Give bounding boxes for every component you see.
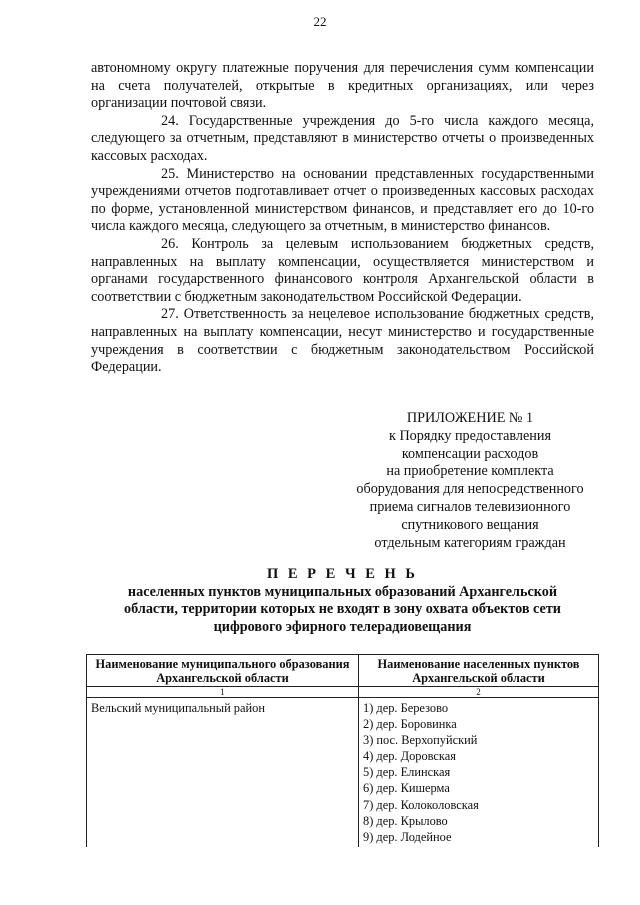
list-item: 4) дер. Доровская — [363, 749, 456, 764]
list-item: 3) пос. Верхопуйский — [363, 733, 478, 748]
list-subtitle-line: области, территории которых не входят в зону охвата объектов сети — [124, 601, 561, 617]
list-item: 7) дер. Колоколовская — [363, 797, 479, 812]
list-subtitle-line: населенных пунктов муниципальных образований Архангельской — [127, 583, 558, 600]
appendix-line: ПРИЛОЖЕНИЕ № 1 — [406, 410, 534, 426]
column-number-row — [87, 687, 599, 698]
list-item: 9) дер. Лодейное — [363, 829, 452, 844]
list-item: 6) дер. Кишерма — [363, 781, 450, 796]
paragraph-27: 27. Ответственность за нецелевое использование бюджетных средств, направленных на выплату компенсации, несут министерство и государственные учреждения в соответствии с бюджетным законодательством Российской Федерации. — [91, 306, 594, 376]
table-header-row — [87, 655, 599, 687]
settlements-table — [86, 654, 599, 847]
settlements-cell — [359, 698, 599, 847]
paragraph-24: 24. Государственные учреждения до 5-го числа каждого месяца, следующего за отчетным, представляют в министерство отчеты о произведенных кассовых расходах. — [91, 112, 594, 164]
appendix-line: приема сигналов телевизионного — [369, 498, 571, 515]
column-number: 2 — [359, 687, 599, 698]
paragraph-continuation: автономному округу платежные поручения для перечисления сумм компенсации на счета получателей, открытые в кредитных организациях, или через организации почтовой связи. — [91, 60, 594, 112]
municipality-cell: Вельский муниципальный район — [87, 698, 359, 847]
list-item: 8) дер. Крылово — [363, 813, 448, 828]
body-text — [91, 60, 594, 377]
list-item: 5) дер. Елинская — [363, 765, 451, 780]
appendix-line: спутникового вещания — [401, 516, 539, 533]
column-header-municipality: Наименование муниципального образования Архангельской области — [87, 655, 359, 687]
list-item: 2) дер. Боровинка — [363, 717, 457, 732]
appendix-line: оборудования для непосредственного — [356, 481, 584, 498]
appendix-caption — [345, 410, 595, 552]
list-heading: П Е Р Е Ч Е Н Ь — [266, 566, 419, 582]
column-header-settlements: Наименование населенных пунктов Архангельской области — [359, 655, 599, 687]
appendix-line: отдельным категориям граждан — [374, 534, 566, 551]
list-item: 1) дер. Березово — [363, 701, 449, 715]
appendix-line: компенсации расходов — [401, 445, 539, 462]
table-row — [87, 698, 599, 847]
paragraph-26: 26. Контроль за целевым использованием бюджетных средств, направленных на выплату компенсации, осуществляется министерством и органами государственного финансового контроля Архангельской области в соответствии с бюджетным законодательством Российской Федерации. — [91, 235, 594, 305]
appendix-line: на приобретение комплекта — [386, 463, 554, 480]
list-subtitle-line: цифрового эфирного телерадиовещания — [213, 618, 472, 635]
list-title — [90, 566, 595, 636]
page-number: 22 — [313, 14, 327, 29]
appendix-line: к Порядку предоставления — [389, 427, 551, 444]
column-number: 1 — [87, 687, 359, 698]
paragraph-25: 25. Министерство на основании представленных государственными учреждениями отчетов подготавливает отчет о произведенных кассовых расходах по форме, установленной министерством финансов, и представляет его до 10-го числа каждого месяца, следующего за отчетным, в министерство финансов. — [91, 165, 594, 235]
